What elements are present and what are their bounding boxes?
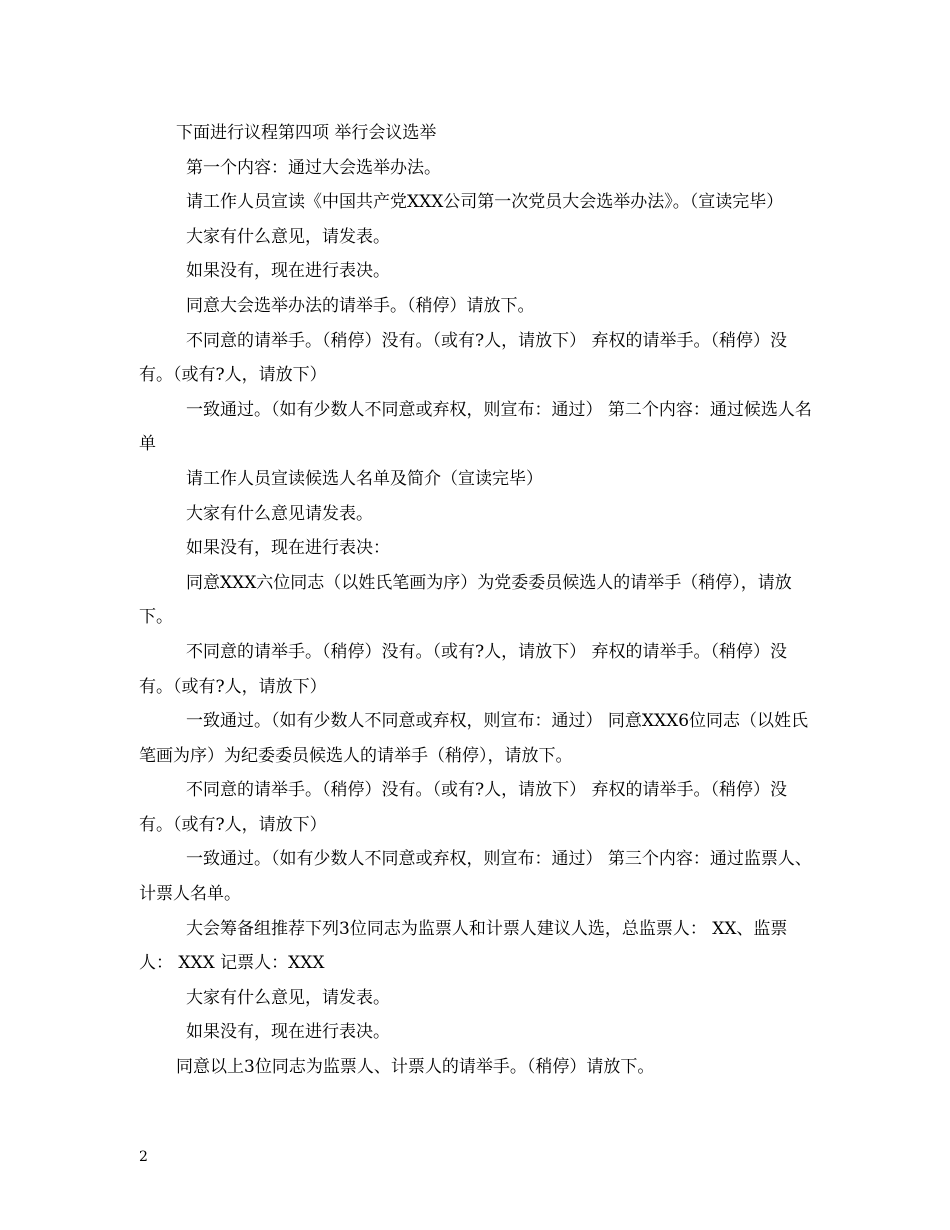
paragraph-ask-opinions: 大家有什么意见请发表。 bbox=[186, 503, 373, 524]
paragraph-passed-second-content: 一致通过。（如有少数人不同意或弃权，则宣布：通过） 第二个内容：通过候选人名单 bbox=[139, 399, 812, 455]
paragraph-disagree-abstain: 不同意的请举手。（稍停）没有。（或有?人，请放下） 弃权的请举手。（稍停）没有。（或有?人，请放下） bbox=[139, 330, 788, 386]
paragraph-scrutineer-recommendation: 大会筹备组推荐下列3位同志为监票人和计票人建议人选，总监票人： XX、监票人： XXX 记票人：XXX bbox=[139, 918, 788, 974]
paragraph-ask-opinions: 大家有什么意见，请发表。 bbox=[186, 987, 390, 1008]
paragraph-vote-now: 如果没有，现在进行表决： bbox=[186, 538, 390, 559]
paragraph-agree-rules: 同意大会选举办法的请举手。（稍停）请放下。 bbox=[186, 295, 535, 316]
paragraph-ask-opinions: 大家有什么意见，请发表。 bbox=[186, 226, 390, 247]
page-number: 2 bbox=[139, 1149, 148, 1165]
paragraph-vote-now: 如果没有，现在进行表决。 bbox=[186, 261, 390, 282]
document-body bbox=[139, 116, 819, 1085]
paragraph-passed-third-content: 一致通过。（如有少数人不同意或弃权，则宣布：通过） 第三个内容：通过监票人、计票人名单。 bbox=[139, 849, 812, 905]
paragraph-first-content: 第一个内容：通过大会选举办法。 bbox=[186, 157, 441, 178]
paragraph-disagree-abstain: 不同意的请举手。（稍停）没有。（或有?人，请放下） 弃权的请举手。（稍停）没有。（或有?人，请放下） bbox=[139, 780, 788, 835]
paragraph-vote-now: 如果没有，现在进行表决。 bbox=[186, 1022, 390, 1043]
paragraph-read-candidates: 请工作人员宣读候选人名单及简介（宣读完毕） bbox=[186, 468, 543, 489]
paragraph-disagree-abstain: 不同意的请举手。（稍停）没有。（或有?人，请放下） 弃权的请举手。（稍停）没有。（或有?人，请放下） bbox=[139, 641, 788, 697]
paragraph-agenda-item-4: 下面进行议程第四项 举行会议选举 bbox=[176, 123, 437, 143]
paragraph-read-election-rules: 请工作人员宣读《中国共产党XXX公司第一次党员大会选举办法》。（宣读完毕） bbox=[186, 192, 784, 213]
paragraph-agree-scrutineers: 同意以上3位同志为监票人、计票人的请举手。（稍停）请放下。 bbox=[176, 1057, 655, 1078]
paragraph-passed-discipline-committee: 一致通过。（如有少数人不同意或弃权，则宣布：通过） 同意XXX6位同志（以姓氏笔画为序）为纪委委员候选人的请举手（稍停），请放下。 bbox=[139, 711, 809, 766]
paragraph-agree-party-committee: 同意XXX六位同志（以姓氏笔画为序）为党委委员候选人的请举手（稍停），请放下。 bbox=[139, 572, 792, 628]
